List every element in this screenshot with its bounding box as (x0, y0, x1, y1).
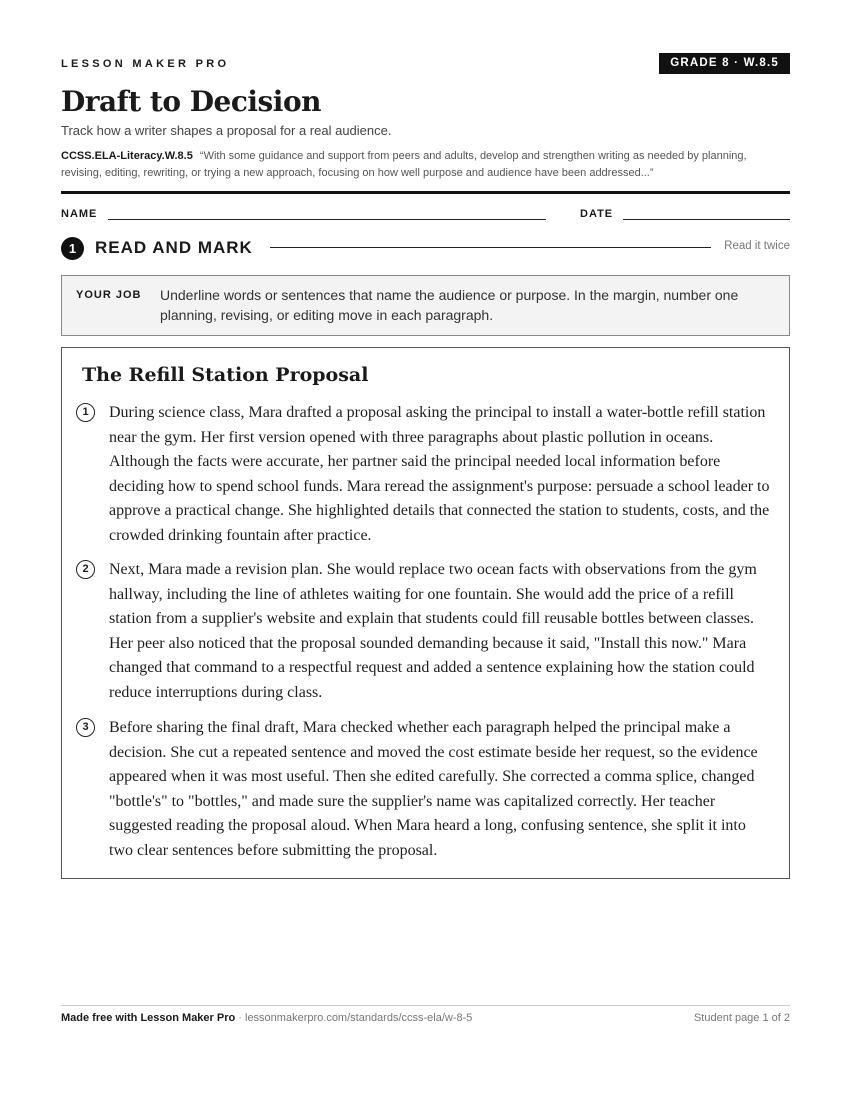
brand-name: LESSON MAKER PRO (61, 58, 230, 70)
section-number-badge: 1 (61, 237, 84, 260)
page-subtitle: Track how a writer shapes a proposal for a real audience. (61, 123, 392, 138)
standard-code: CCSS.ELA-Literacy.W.8.5 (61, 150, 193, 162)
name-field[interactable] (108, 219, 546, 220)
name-label: NAME (61, 208, 98, 220)
paragraph-number: 2 (76, 560, 95, 579)
section-note: Read it twice (724, 240, 790, 252)
standard-statement (61, 148, 790, 182)
paragraph-number: 3 (76, 718, 95, 737)
page-title: Draft to Decision (61, 85, 321, 118)
section-title: READ AND MARK (95, 238, 253, 257)
paragraph-number: 1 (76, 403, 95, 422)
section-divider (270, 247, 711, 248)
grade-badge: GRADE 8 · W.8.5 (659, 53, 790, 74)
paragraph-text[interactable]: Before sharing the final draft, Mara checked whether each paragraph helped the principal make a decision. She cut a repeated sentence and moved the cost estimate beside her request, so the evidence appeared when it was most useful. Then she edited carefully. She corrected a comma splice, changed "bottle's" to "bottles," and made sure the supplier's name was capitalized correctly. Her teacher suggested reading the proposal aloud. When Mara heard a long, confusing sentence, she split it into two clear sentences before submitting the proposal. (109, 719, 758, 859)
date-field[interactable] (623, 219, 790, 220)
footer-divider (61, 1005, 790, 1006)
footer-separator: · (235, 1012, 245, 1024)
passage-title: The Refill Station Proposal (82, 364, 369, 386)
paragraph-text[interactable]: Next, Mara made a revision plan. She would replace two ocean facts with observations from the gym hallway, including the line of athletes waiting for one fountain. She would add the price of a refill station from a supplier's website and explain that students could fill reusable bottles between classes. Her peer also noticed that the proposal sounded demanding because it said, "Install this now." Mara changed that command to a respectful request and added a sentence explaining how the station could reduce interruptions during class. (109, 561, 757, 701)
instructions-box (61, 275, 790, 336)
footer-url[interactable]: lessonmakerpro.com/standards/ccss-ela/w-8-5 (245, 1012, 473, 1024)
footer-credit (61, 1012, 472, 1024)
date-label: DATE (580, 208, 614, 220)
standard-text: “With some guidance and support from peers and adults, develop and strengthen writing as needed by planning, revising, editing, rewriting, or trying a new approach, focusing on how well purpose and audience have been addressed...” (61, 150, 747, 179)
footer-made-with: Made free with Lesson Maker Pro (61, 1012, 236, 1024)
instructions-label: YOUR JOB (76, 289, 142, 301)
footer-page-label: Student page 1 of 2 (693, 1012, 790, 1024)
passage-box (61, 347, 790, 879)
paragraph-text[interactable]: During science class, Mara drafted a proposal asking the principal to install a water-bottle refill station near the gym. Her first version opened with three paragraphs about plastic pollution in oceans. Although the facts were accurate, her partner said the principal needed local information before deciding how to spend school funds. Mara reread the assignment's purpose: persuade a school leader to approve a practical change. She highlighted details that connected the station to students, costs, and the crowded drinking fountain after practice. (109, 404, 770, 544)
header-divider (61, 191, 790, 194)
instructions-text: Underline words or sentences that name the audience or purpose. In the margin, number one planning, revising, or editing move in each paragraph. (160, 287, 739, 323)
